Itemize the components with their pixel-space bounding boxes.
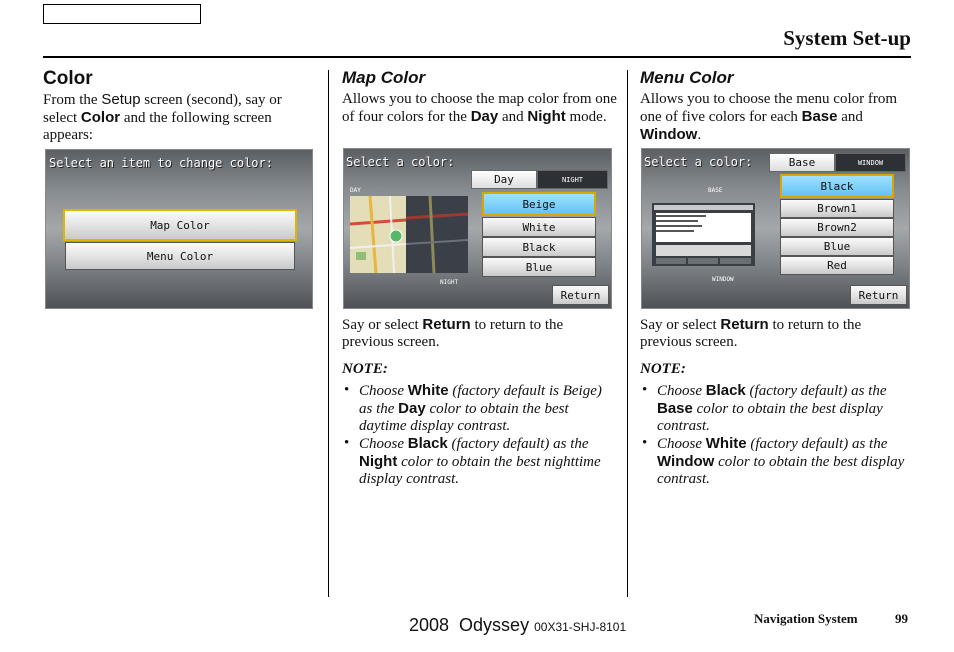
text-run: Say or select xyxy=(342,317,423,333)
map-return-text xyxy=(342,316,617,351)
white-keyword: White xyxy=(705,435,747,452)
return-keyword: Return xyxy=(422,316,471,333)
text-run: Choose xyxy=(657,436,706,452)
map-note-heading: NOTE: xyxy=(342,361,388,377)
color-heading: Color xyxy=(43,68,93,89)
menu-note-2 xyxy=(640,435,912,488)
column-divider-2 xyxy=(627,70,628,597)
screen-prompt: Select an item to change color: xyxy=(49,156,273,170)
black-keyword: Black xyxy=(705,382,746,399)
text-run: . xyxy=(697,127,702,143)
map-color-button[interactable]: Map Color xyxy=(63,209,297,241)
map-color-screen xyxy=(343,148,612,309)
day-night-tabs xyxy=(471,170,608,189)
color-option-blue[interactable]: Blue xyxy=(780,237,894,256)
base-keyword: Base xyxy=(801,108,838,125)
text-run: Allows you to choose the map color from one of four colors for the xyxy=(342,91,617,125)
menu-color-heading: Menu Color xyxy=(640,68,734,87)
text-run: Choose xyxy=(359,383,408,399)
text-run: and xyxy=(837,109,863,125)
text-run: From the xyxy=(43,92,102,108)
menu-return-text xyxy=(640,316,912,351)
day-keyword: Day xyxy=(398,400,426,417)
color-option-black[interactable]: Black xyxy=(482,237,596,257)
return-keyword: Return xyxy=(720,316,769,333)
window-label: WINDOW xyxy=(712,276,734,283)
text-run: and xyxy=(498,109,528,125)
color-option-red[interactable]: Red xyxy=(780,256,894,275)
tab-night[interactable]: NIGHT xyxy=(537,170,608,189)
base-keyword: Base xyxy=(657,400,693,417)
menu-color-button[interactable]: Menu Color xyxy=(65,242,295,270)
header-tab-box xyxy=(43,4,201,24)
menu-note-1 xyxy=(640,382,912,435)
column-divider-1 xyxy=(328,70,329,597)
menu-color-screen xyxy=(641,148,910,309)
text-run: Allows you to choose the menu color from one of five colors for each xyxy=(640,91,898,125)
day-map-label: DAY xyxy=(350,187,361,194)
menu-preview xyxy=(652,203,755,266)
base-label: BASE xyxy=(708,187,723,194)
text-run: screen (second), say or select xyxy=(43,92,282,126)
menu-color-intro xyxy=(640,91,912,144)
text-run: and the following screen appears: xyxy=(43,110,272,143)
text-run: color to obtain the best display contrast. xyxy=(657,454,905,487)
color-keyword: Color xyxy=(80,109,121,126)
tab-window[interactable]: WINDOW xyxy=(835,153,906,172)
color-option-brown2[interactable]: Brown2 xyxy=(780,218,894,237)
text-run: Say or select xyxy=(640,317,721,333)
text-run: color to obtain the best daytime display contrast. xyxy=(359,401,569,434)
text-run: color to obtain the best nighttime display contrast. xyxy=(359,454,601,487)
day-keyword: Day xyxy=(470,108,499,125)
color-screen xyxy=(45,149,313,309)
position-marker-icon xyxy=(390,230,402,242)
map-color-heading: Map Color xyxy=(342,68,426,87)
tab-base[interactable]: Base xyxy=(769,153,835,172)
night-keyword: Night xyxy=(527,108,566,125)
manual-code: 00X31-SHJ-8101 xyxy=(534,620,627,634)
text-run: color to obtain the best display contrast. xyxy=(657,401,883,434)
return-button[interactable]: Return xyxy=(850,285,907,305)
text-run: Choose xyxy=(359,436,408,452)
text-run: (factory default is Beige) as the xyxy=(359,383,602,417)
text-run: Choose xyxy=(657,383,706,399)
model-name: 2008 Odyssey xyxy=(409,615,530,635)
window-keyword: Window xyxy=(657,453,715,470)
text-run: (factory default) as the xyxy=(745,383,887,399)
white-keyword: White xyxy=(407,382,449,399)
map-note-1 xyxy=(342,382,617,435)
color-option-black[interactable]: Black xyxy=(780,174,894,198)
screen-prompt: Select a color: xyxy=(346,155,455,169)
night-keyword: Night xyxy=(359,453,398,470)
screen-prompt: Select a color: xyxy=(644,155,753,169)
text-run: to return to the previous screen. xyxy=(342,317,564,350)
night-map-area xyxy=(406,196,468,273)
color-option-white[interactable]: White xyxy=(482,217,596,237)
text-run: to return to the previous screen. xyxy=(640,317,862,350)
base-window-tabs xyxy=(769,153,906,172)
return-button[interactable]: Return xyxy=(552,285,609,305)
tab-day[interactable]: Day xyxy=(471,170,537,189)
night-map-label: NIGHT xyxy=(440,279,459,286)
map-note-2 xyxy=(342,435,617,488)
color-option-blue[interactable]: Blue xyxy=(482,257,596,277)
text-run: mode. xyxy=(565,109,607,125)
color-option-brown1[interactable]: Brown1 xyxy=(780,199,894,218)
text-run: (factory default) as the xyxy=(447,436,589,452)
footer-model xyxy=(409,615,626,636)
map-preview xyxy=(350,196,468,273)
map-color-intro xyxy=(342,91,617,126)
color-option-beige[interactable]: Beige xyxy=(482,192,596,216)
color-intro xyxy=(43,91,318,144)
window-keyword: Window xyxy=(640,126,698,143)
menu-notes-list xyxy=(640,382,912,488)
black-keyword: Black xyxy=(407,435,448,452)
page-number: 99 xyxy=(895,611,908,626)
text-run: (factory default) as the xyxy=(746,436,888,452)
footer-section: Navigation System xyxy=(754,611,858,626)
window-area xyxy=(656,213,751,242)
header-rule xyxy=(43,56,911,58)
setup-keyword: Setup xyxy=(101,91,141,108)
page-title: System Set-up xyxy=(783,26,911,50)
menu-note-heading: NOTE: xyxy=(640,361,686,377)
map-notes-list xyxy=(342,382,617,488)
